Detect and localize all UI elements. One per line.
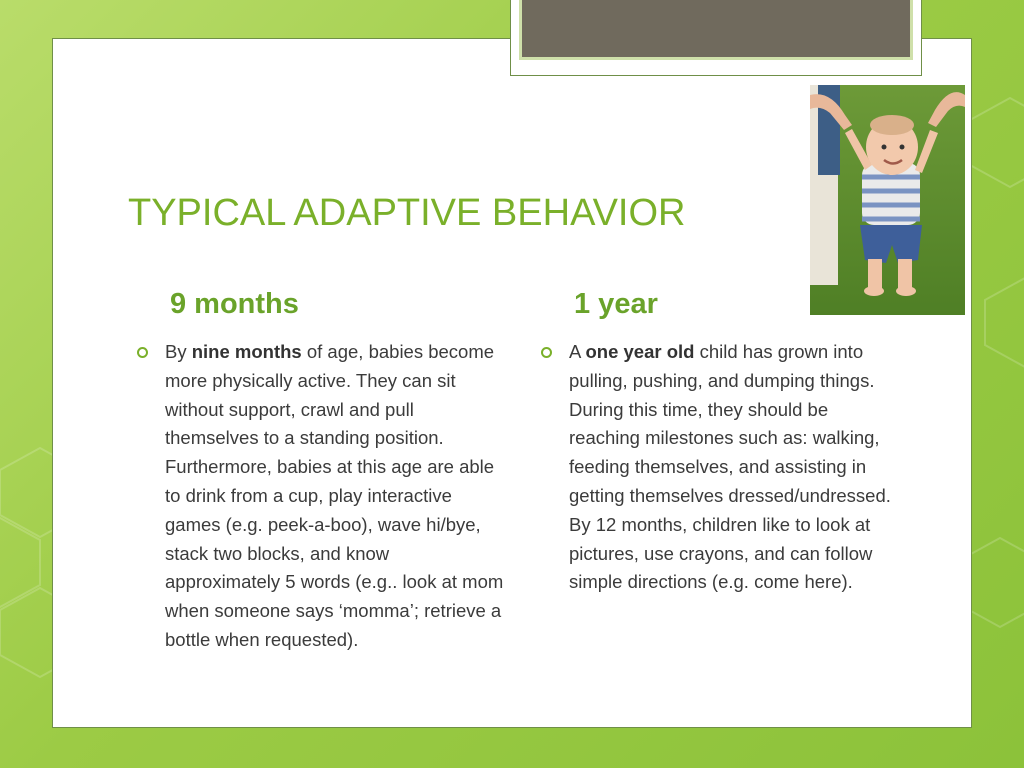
bullet-text-9-months bbox=[165, 338, 505, 655]
bullet-icon bbox=[541, 347, 552, 358]
column-1-year bbox=[569, 338, 904, 597]
column-heading-9-months: 9 months bbox=[170, 288, 299, 320]
column-9-months bbox=[165, 338, 505, 655]
bullet-text-pre: A bbox=[569, 341, 586, 362]
bullet-text-post: of age, babies become more physically active. They can sit without support, crawl and pull themselves to a standing position. Furthermore, babies at this age are able to drink from a cup, play interactive games (e.g. peek-a-boo), wave hi/bye, stack two blocks, and know approximately 5 words (e.g.. look at mom when someone says ‘momma’; retrieve a bottle when requested). bbox=[165, 341, 504, 650]
bullet-text-bold: one year old bbox=[585, 341, 695, 362]
bullet-text-pre: By bbox=[165, 341, 192, 362]
column-heading-1-year: 1 year bbox=[574, 288, 658, 320]
bullet-text-bold: nine months bbox=[191, 341, 302, 362]
slide-title: TYPICAL ADAPTIVE BEHAVIOR bbox=[128, 192, 686, 234]
bullet-icon bbox=[137, 347, 148, 358]
top-tab-panel bbox=[519, 0, 913, 60]
top-tab-decoration bbox=[510, 0, 922, 76]
bullet-text-1-year bbox=[569, 338, 904, 597]
bullet-text-post: child has grown into pulling, pushing, and dumping things. During this time, they should be reaching milestones such as: walking, feeding themselves, and assisting in getting themselves dressed/undressed. By 12 months, children like to look at pictures, use crayons, and can follow simple directions (e.g. come here). bbox=[569, 341, 891, 593]
baby-photo bbox=[810, 85, 965, 315]
